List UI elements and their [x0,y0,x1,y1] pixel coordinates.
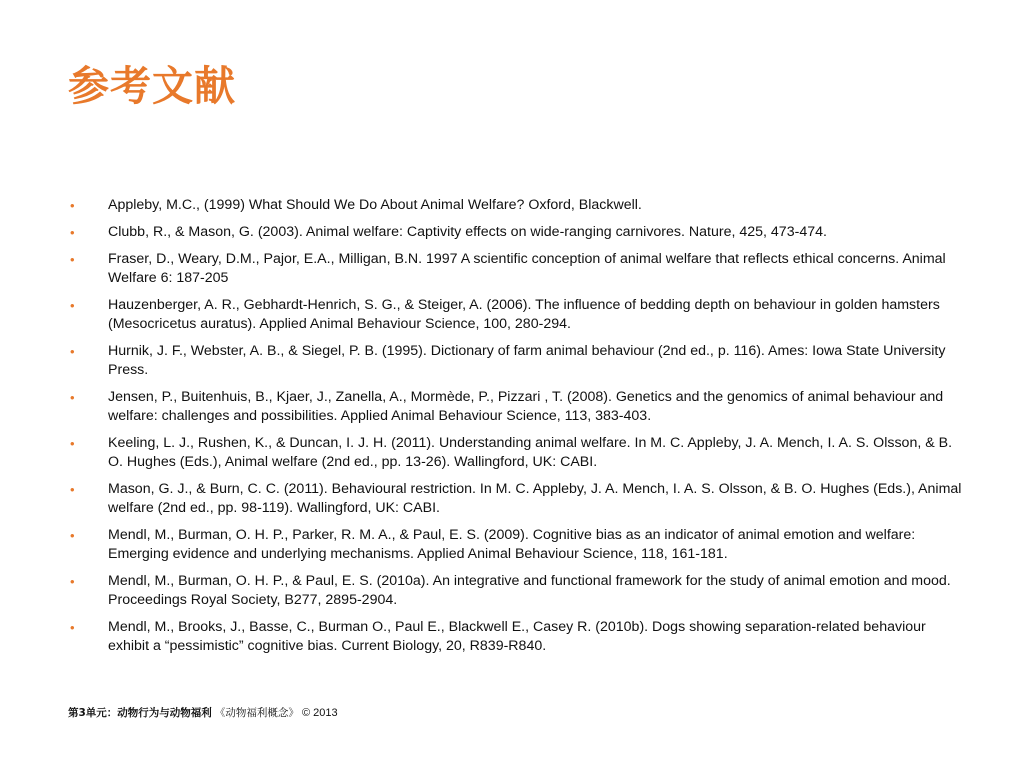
reference-text: Mendl, M., Brooks, J., Basse, C., Burman O., Paul E., Blackwell E., Casey R. (2010b). Dogs showing separation-related behaviour exhibit a “pessimistic” cognitive bias. Current Biology, 20, R839-R840. [108,619,926,654]
bullet-icon: • [70,344,75,359]
reference-text: Appleby, M.C., (1999) What Should We Do About Animal Welfare? Oxford, Blackwell. [108,197,642,213]
footer-copyright: © 2013 [301,707,338,719]
reference-item [68,572,968,610]
reference-item [68,223,968,242]
reference-text: Keeling, L. J., Rushen, K., & Duncan, I. J. H. (2011). Understanding animal welfare. In M. C. Appleby, J. A. Mench, I. A. S. Olsson, & B. O. Hughes (Eds.), Animal welfare (2nd ed., pp. 13-26). Wallingford, UK: CABI. [108,435,953,470]
reference-item [68,250,968,288]
bullet-icon: • [70,482,75,497]
reference-text: Hauzenberger, A. R., Gebhardt-Henrich, S. G., & Steiger, A. (2006). The influence of bedding depth on behaviour in golden hamsters (Mesocricetus auratus). Applied Animal Behaviour Science, 100, 280-294. [108,297,940,332]
reference-item [68,526,968,564]
bullet-icon: • [70,620,75,635]
bullet-icon: • [70,198,75,213]
bullet-icon: • [70,436,75,451]
bullet-icon: • [70,298,75,313]
footer-unit-label: 第3单元：动物行为与动物福利 [68,707,212,719]
bullet-icon: • [70,390,75,405]
reference-item [68,342,968,380]
footer-course-title: 《动物福利概念》 [214,707,299,719]
reference-item [68,618,968,656]
slide-title: 参考文献 [68,62,236,110]
reference-text: Fraser, D., Weary, D.M., Pajor, E.A., Milligan, B.N. 1997 A scientific conception of animal welfare that reflects ethical concerns. Animal Welfare 6: 187-205 [108,251,946,286]
reference-text: Mendl, M., Burman, O. H. P., Parker, R. M. A., & Paul, E. S. (2009). Cognitive bias as an indicator of animal emotion and welfare: Emerging evidence and underlying mechanisms. Applied Animal Behaviour Science, 118, 161-181. [108,527,916,562]
reference-item [68,388,968,426]
reference-item [68,434,968,472]
reference-text: Mendl, M., Burman, O. H. P., & Paul, E. S. (2010a). An integrative and functional framework for the study of animal emotion and mood. Proceedings Royal Society, B277, 2895-2904. [108,573,951,608]
footer [68,705,338,721]
reference-item [68,480,968,518]
reference-text: Clubb, R., & Mason, G. (2003). Animal welfare: Captivity effects on wide-ranging carnivores. Nature, 425, 473-474. [108,224,827,240]
bullet-icon: • [70,225,75,240]
reference-text: Hurnik, J. F., Webster, A. B., & Siegel, P. B. (1995). Dictionary of farm animal behaviour (2nd ed., p. 116). Ames: Iowa State University Press. [108,343,946,378]
reference-item [68,296,968,334]
reference-text: Mason, G. J., & Burn, C. C. (2011). Behavioural restriction. In M. C. Appleby, J. A. Mench, I. A. S. Olsson, & B. O. Hughes (Eds.), Animal welfare (2nd ed., pp. 98-119). Wallingford, UK: CABI. [108,481,962,516]
bullet-icon: • [70,252,75,267]
reference-item [68,196,968,215]
bullet-icon: • [70,574,75,589]
bullet-icon: • [70,528,75,543]
reference-text: Jensen, P., Buitenhuis, B., Kjaer, J., Zanella, A., Mormède, P., Pizzari , T. (2008). Genetics and the genomics of animal behaviour and welfare: challenges and possibilities. Applied Animal Behaviour Science, 113, 383-403. [108,389,944,424]
reference-list [68,196,968,664]
